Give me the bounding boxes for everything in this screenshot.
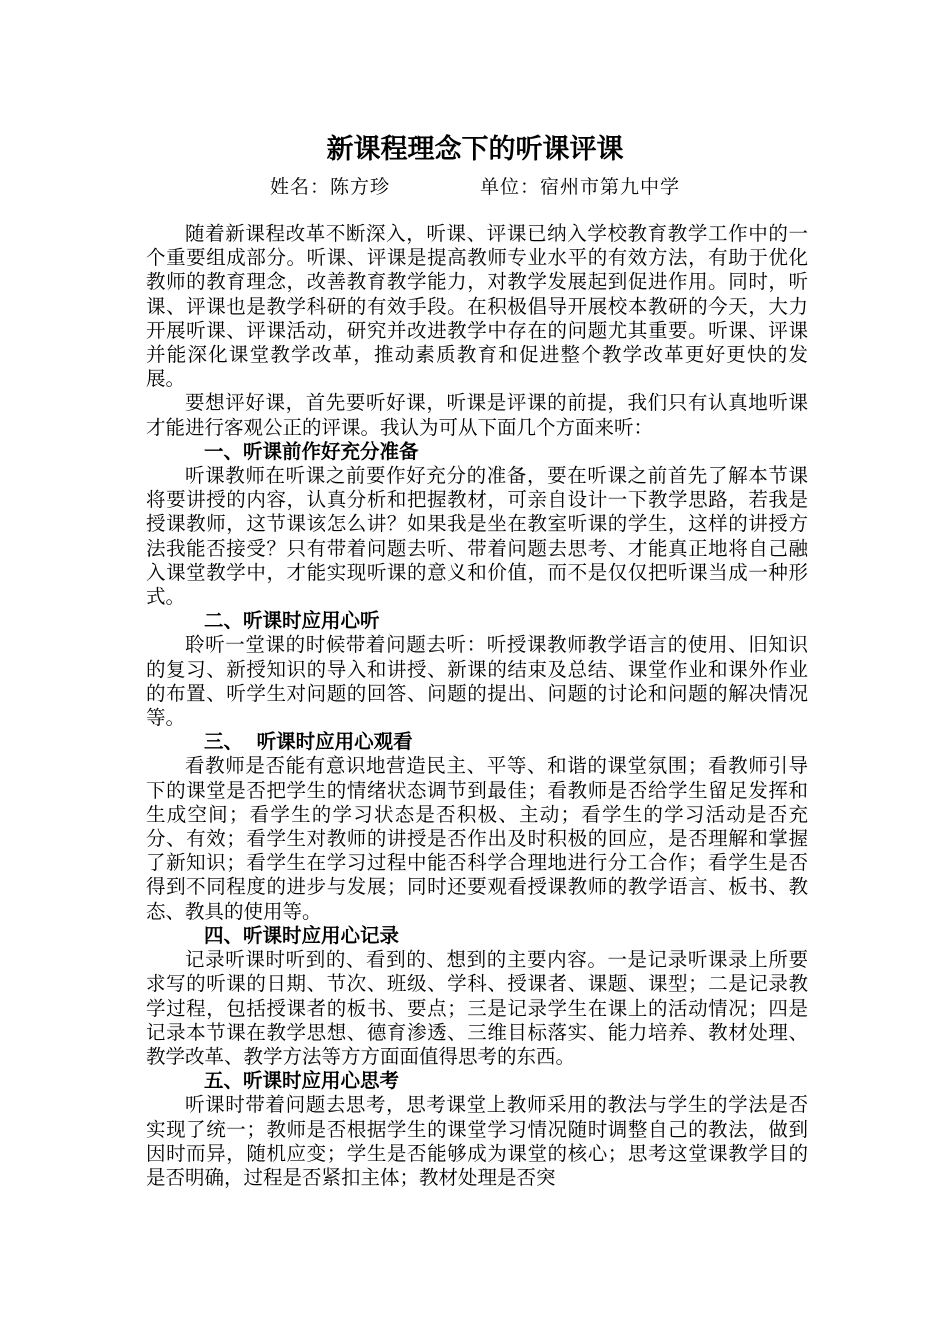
section-heading-5: 五、听课时应用心思考 xyxy=(204,1069,400,1093)
section-heading-2: 二、听课时应用心听 xyxy=(204,609,380,633)
lead-paragraph: 要想评好课，首先要听好课，听课是评课的前提，我们只有认真地听课才能进行客观公正的评课。我认为可从下面几个方面来听： xyxy=(146,391,808,439)
document-body xyxy=(146,222,808,1190)
section-heading-1: 一、听课前作好充分准备 xyxy=(204,439,419,463)
unit-label: 单位： xyxy=(480,176,541,198)
document-title: 新课程理念下的听课评课 xyxy=(326,134,624,165)
author-label: 姓名： xyxy=(269,176,330,198)
section-text-1: 听课教师在听课之前要作好充分的准备，要在听课之前首先了解本节课将要讲授的内容，认真分析和把握教材，可亲自设计一下教学思路，若我是授课教师，这节课该怎么讲？如果我是坐在教室听课的学生，这样的讲授方法我能否接受？只有带着问题去听、带着问题去思考、才能真正地将自己融入课堂教学中，才能实现听课的意义和价值，而不是仅仅把听课当成一种形式。 xyxy=(146,464,808,609)
section-text-4: 记录听课时听到的、看到的、想到的主要内容。一是记录听课录上所要求写的听课的日期、节次、班级、学科、授课者、课题、课型；二是记录教学过程，包括授课者的板书、要点；三是记录学生在课上的活动情况；四是记录本节课在教学思想、德育渗透、三维目标落实、能力培养、教材处理、教学改革、教学方法等方方面面值得思考的东西。 xyxy=(146,948,808,1068)
author-name: 陈方珍 xyxy=(329,176,390,198)
section-text-2: 聆听一堂课的时候带着问题去听：听授课教师教学语言的使用、旧知识的复习、新授知识的导入和讲授、新课的结束及总结、课堂作业和课外作业的布置、听学生对问题的回答、问题的提出、问题的讨论和问题的解决情况等。 xyxy=(146,633,808,730)
section-text-3: 看教师是否能有意识地营造民主、平等、和谐的课堂氛围；看教师引导下的课堂是否把学生的情绪状态调节到最佳；看教师是否给学生留足发挥和生成空间；看学生的学习状态是否积极、主动；看学生的学习活动是否充分、有效；看学生对教师的讲授是否作出及时积极的回应，是否理解和掌握了新知识；看学生在学习过程中能否科学合理地进行分工合作；看学生是否得到不同程度的进步与发展；同时还要观看授课教师的教学语言、板书、教态、教具的使用等。 xyxy=(146,754,808,923)
intro-paragraph: 随着新课程改革不断深入，听课、评课已纳入学校教育教学工作中的一个重要组成部分。听课、评课是提高教师专业水平的有效方法，有助于优化教师的教育理念，改善教育教学能力，对教学发展起到促进作用。同时，听课、评课也是教学科研的有效手段。在积极倡导开展校本教研的今天，大力开展听课、评课活动，研究并改进教学中存在的问题尤其重要。听课、评课并能深化课堂教学改革，推动素质教育和促进整个教学改革更好更快的发展。 xyxy=(146,222,808,391)
unit-name: 宿州市第九中学 xyxy=(540,176,681,198)
section-text-5: 听课时带着问题去思考，思考课堂上教师采用的教法与学生的学法是否实现了统一；教师是否根据学生的课堂学习情况随时调整自己的教法，做到因时而异，随机应变；学生是否能够成为课堂的核心；思考这堂课教学目的是否明确，过程是否紧扣主体；教材处理是否突 xyxy=(146,1093,808,1189)
section-heading-3: 三、 听课时应用心观看 xyxy=(204,730,413,754)
byline xyxy=(0,174,950,200)
section-heading-4: 四、听课时应用心记录 xyxy=(204,923,400,947)
